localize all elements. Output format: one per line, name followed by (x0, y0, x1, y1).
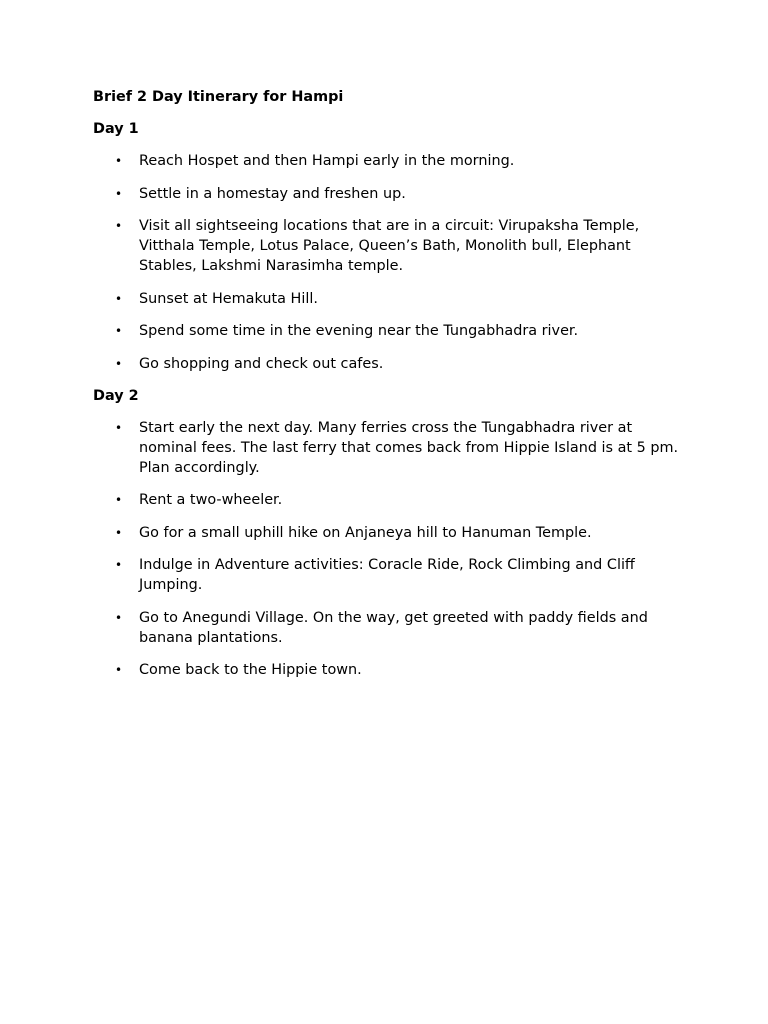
list-item (93, 184, 683, 204)
bullet-icon: • (115, 493, 123, 507)
document-page (93, 87, 683, 692)
list-item-text: Come back to the Hippie town. (139, 662, 362, 678)
bullet-icon: • (115, 420, 123, 435)
day-heading: Day 2 (93, 387, 139, 404)
day-heading: Day 1 (93, 121, 139, 137)
bullet-icon: • (115, 186, 123, 201)
list-item (93, 555, 683, 595)
list-item-text: Spend some time in the evening near the Tungabhadra river. (139, 323, 579, 339)
bullet-icon: • (115, 219, 123, 233)
itinerary-list (93, 418, 683, 681)
list-item (93, 216, 683, 276)
list-item-text: Rent a two-wheeler. (139, 492, 283, 508)
bullet-icon: • (115, 610, 123, 625)
list-item (93, 418, 683, 478)
document-title: Brief 2 Day Itinerary for Hampi (93, 89, 344, 105)
list-item (93, 289, 683, 309)
bullet-icon: • (115, 356, 123, 371)
bullet-icon: • (115, 154, 123, 168)
list-item-text: Go shopping and check out cafes. (139, 355, 384, 372)
list-item (93, 608, 683, 648)
list-item-text: Reach Hospet and then Hampi early in the morning. (139, 153, 515, 169)
list-item (93, 151, 683, 171)
list-item-text: Settle in a homestay and freshen up. (139, 185, 406, 202)
bullet-icon: • (115, 525, 123, 540)
list-item-text: Start early the next day. Many ferries cross the Tungabhadra river at nominal fees. The last ferry that comes back from Hippie Island is at 5 pm. Plan accordingly. (139, 419, 679, 476)
day-section-2 (93, 386, 683, 681)
bullet-icon: • (115, 291, 123, 306)
list-item (93, 354, 683, 374)
list-item-text: Go for a small uphill hike on Anjaneya hill to Hanuman Temple. (139, 524, 592, 541)
list-item-text: Sunset at Hemakuta Hill. (139, 290, 318, 307)
list-item (93, 523, 683, 543)
list-item-text: Visit all sightseeing locations that are in a circuit: Virupaksha Temple, Vitthala Temple, Lotus Palace, Queen’s Bath, Monolith bull, Elephant Stables, Lakshmi Narasimha temple. (139, 218, 640, 274)
list-item-text: Indulge in Adventure activities: Coracle Ride, Rock Climbing and Cliff Jumping. (139, 557, 635, 593)
list-item (93, 660, 683, 680)
list-item (93, 490, 683, 510)
bullet-icon: • (115, 663, 123, 677)
bullet-icon: • (115, 324, 123, 338)
bullet-icon: • (115, 558, 123, 572)
list-item-text: Go to Anegundi Village. On the way, get greeted with paddy fields and banana plantations. (139, 609, 648, 646)
day-section-1 (93, 119, 683, 374)
list-item (93, 321, 683, 341)
itinerary-list (93, 151, 683, 374)
